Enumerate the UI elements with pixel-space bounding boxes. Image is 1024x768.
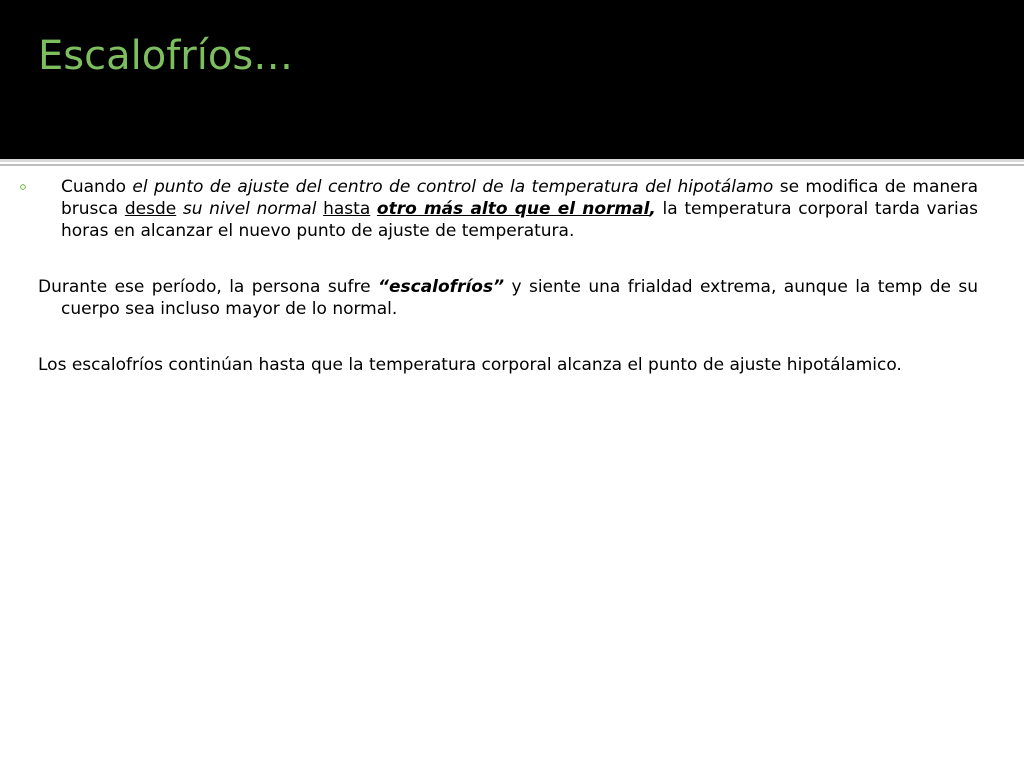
paragraph-2-escalofrios-term: “escalofríos” — [378, 277, 505, 297]
paragraph-3-text-1: Los escalofríos continúan hasta que la temperatura corporal alcanza el punto de ajuste hipotálamico. — [38, 355, 902, 375]
slide-body — [0, 176, 1024, 376]
paragraph-1-space-3 — [370, 199, 377, 219]
body-paragraph-3 — [0, 354, 1024, 376]
body-paragraph-2 — [0, 276, 1024, 320]
slide-header — [0, 0, 1024, 159]
paragraph-2-text-2: y siente una frialdad extrema, aunque la temp de su cuerpo sea incluso mayor de lo normal. — [61, 277, 979, 319]
slide-title: Escalofríos… — [38, 33, 294, 79]
header-divider-lower — [0, 164, 1024, 166]
paragraph-1-hasta-underlined: hasta — [323, 199, 371, 219]
paragraph-1-comma: , — [649, 199, 656, 219]
paragraph-1-higher-phrase: otro más alto que el normal — [376, 199, 650, 219]
paragraph-1-setpoint-phrase: el punto de ajuste del centro de control de la temperatura del hipotálamo — [132, 177, 774, 197]
paragraph-1-text-3: la temperatura corporal tarda varias horas en alcanzar el nuevo punto de ajuste de temperatura. — [61, 199, 979, 241]
body-paragraph-1 — [0, 176, 1024, 242]
paragraph-1-text-1: Cuando — [61, 177, 133, 197]
paragraph-1-text-2: se modifica de manera brusca — [61, 177, 979, 219]
paragraph-2-text-1: Durante ese período, la persona sufre — [38, 277, 379, 297]
paragraph-1-normal-level-phrase: su nivel normal — [182, 199, 317, 219]
paragraph-1-space-1 — [176, 199, 183, 219]
paragraph-1-desde-underlined: desde — [124, 199, 177, 219]
diamond-bullet-icon — [20, 184, 26, 190]
